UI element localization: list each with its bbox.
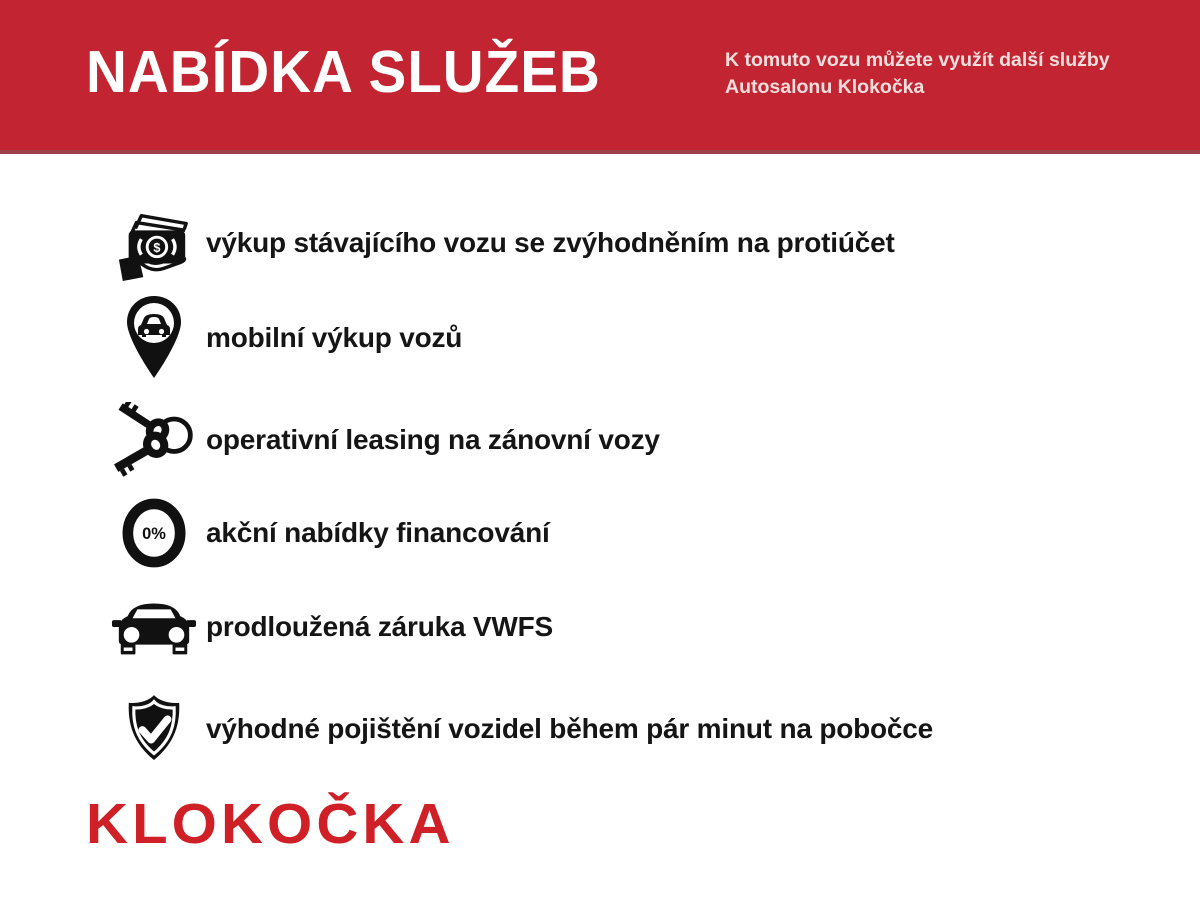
service-item-insurance [110, 686, 1110, 772]
car-front-icon [110, 596, 198, 658]
dollar-glyph: $ [153, 240, 161, 255]
service-label: mobilní výkup vozů [206, 322, 463, 353]
service-label: operativní leasing na zánovní vozy [206, 424, 660, 455]
service-label: prodloužená záruka VWFS [206, 611, 553, 642]
header-subtitle-line2: Autosalonu Klokočka [725, 76, 925, 98]
service-item-trade-in [110, 200, 1110, 286]
car-keys-icon [110, 402, 198, 478]
header-banner [0, 0, 1200, 154]
zero-percent-glyph: 0% [142, 524, 166, 543]
service-item-leasing [110, 397, 1110, 483]
page-title: NABÍDKA SLUŽEB [86, 39, 601, 105]
klokocka-logo: KLOKOČKA [86, 792, 455, 856]
service-label: výkup stávajícího vozu se zvýhodněním na protiúčet [206, 227, 895, 258]
header-subtitle [725, 47, 1145, 101]
cash-in-hand-icon [110, 204, 198, 282]
car-location-pin-icon [110, 294, 198, 382]
shield-check-icon [110, 691, 198, 767]
header-subtitle-line1: K tomuto vozu můžete využít další služby [725, 49, 1110, 71]
service-item-financing [110, 490, 1110, 576]
zero-percent-icon [110, 497, 198, 569]
service-label: akční nabídky financování [206, 517, 550, 548]
service-item-mobile-buyout [110, 295, 1110, 381]
service-label: výhodné pojištění vozidel během pár minut na pobočce [206, 713, 934, 744]
service-item-warranty [110, 584, 1110, 670]
